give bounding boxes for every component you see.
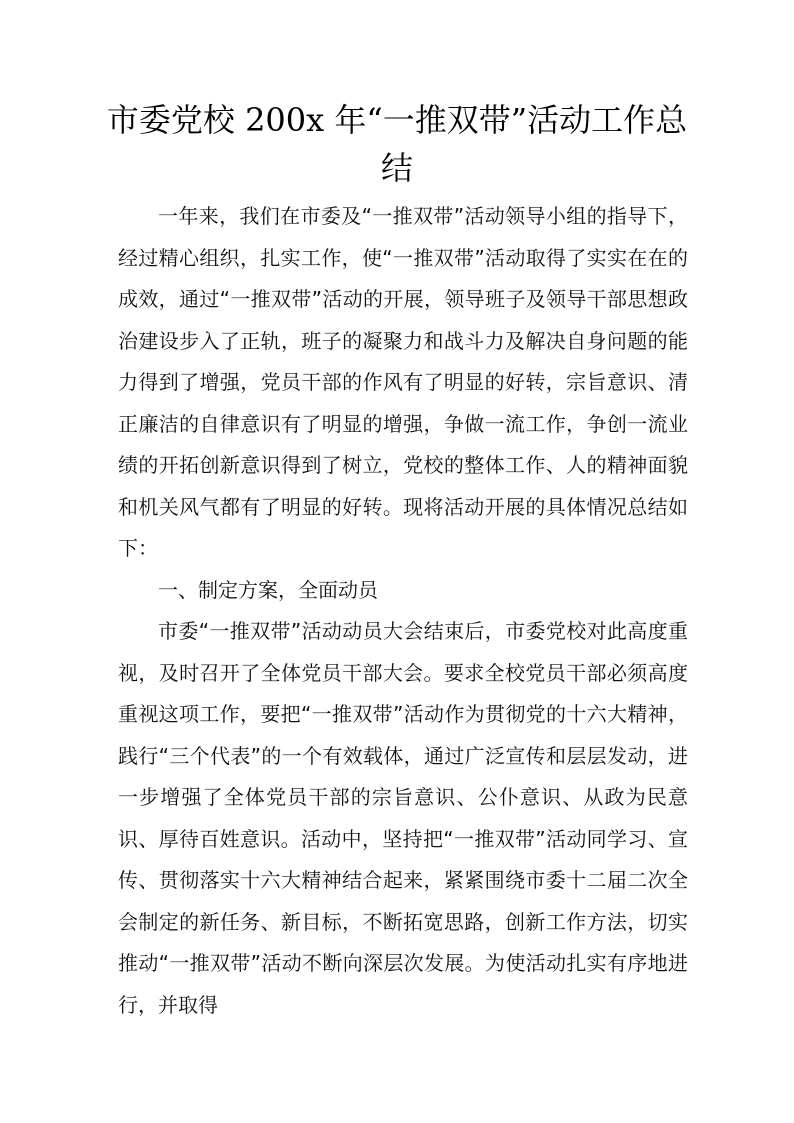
section-paragraph: 市委“一推双带”活动动员大会结束后，市委党校对此高度重视，及时召开了全体党员干部大会。要求全校党员干部必须高度重视这项工作，要把“一推双带”活动作为贯彻党的十六大精神，践行“三个代表”的一个有效载体，通过广泛宣传和层层发动，进一步增强了全体党员干部的宗旨意识、公仆意识、从政为民意识、厚待百姓意识。活动中，坚持把“一推双带”活动同学习、宣传、贯彻落实十六大精神结合起来，紧紧围绕市委十二届二次全会制定的新任务、新目标，不断拓宽思路，创新工作方法，切实推动“一推双带”活动不断向深层次发展。为使活动扎实有序地进行，并取得 — [118, 619, 688, 1017]
intro-paragraph: 一年来，我们在市委及“一推双带”活动领导小组的指导下，经过精心组织，扎实工作，使“一推双带”活动取得了实实在在的成效，通过“一推双带”活动的开展，领导班子及领导干部思想政治建设步入了正轨，班子的凝聚力和战斗力及解决自身问题的能力得到了增强，党员干部的作风有了明显的好转，宗旨意识、清正廉洁的自律意识有了明显的增强，争做一流工作，争创一流业绩的开拓创新意识得到了树立，党校的整体工作、人的精神面貌和机关风气都有了明显的好转。现将活动开展的具体情况总结如下： — [118, 204, 688, 560]
document-body — [118, 196, 688, 1026]
document-title: 市委党校 200x 年“一推双带”活动工作总结 — [106, 101, 688, 187]
section-heading: 一、制定方案，全面动员 — [158, 577, 378, 602]
